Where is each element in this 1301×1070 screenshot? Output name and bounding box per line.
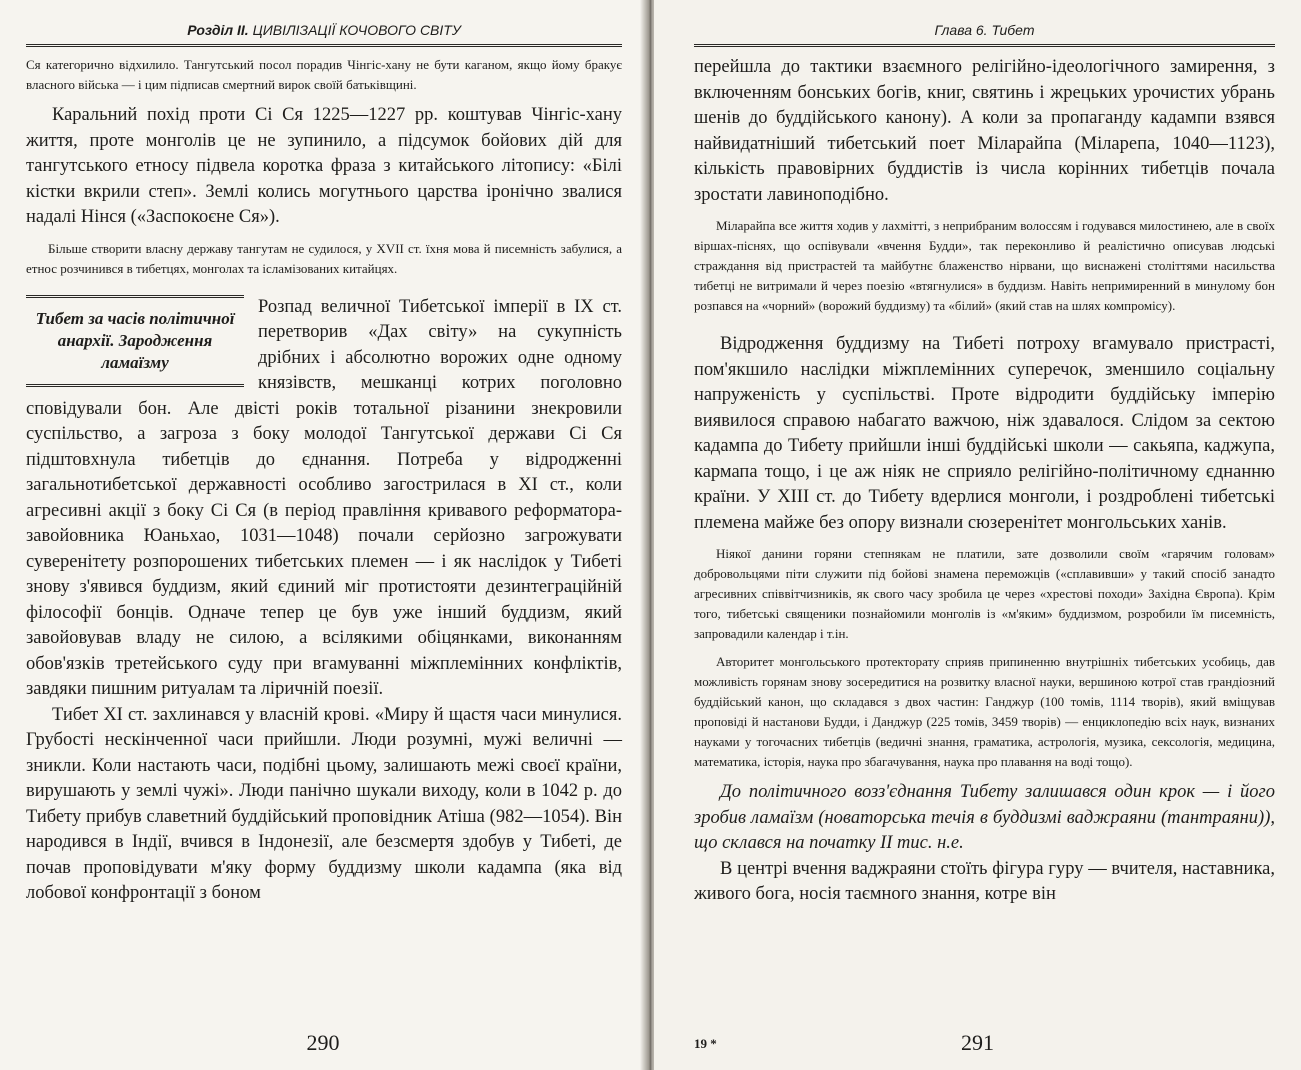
paragraph-small: Більше створити власну державу тангутам не судилося, у XVII ст. їхня мова й писемність забулися, а етнос розчинився в тибетцях, монголах та ісламізованих китайцях. xyxy=(26,240,622,276)
paragraph: Відродження буддизму на Тибеті потроху вгамувало пристрасті, пом'якшило наслідки міжплемінних суперечок, зменшило соціальну напруженість у суспільстві. Проте відродити буддійську імперію виявилося справою набагато важчою, ніж здавалося. Слідом за сектою кадампа до Тибету прийшли інші буддійські школи — сакьяпа, каджупа, кармапа тощо, і це аж ніяк не сприяло релігійно-політичному єднанню країни. У XIII ст. до Тибету вдерлися монголи, і роздроблені тибетські племена майже без опору визнали сюзеренітет монгольських ханів. xyxy=(694,334,1275,533)
page-number: 290 xyxy=(306,1030,340,1055)
running-head-title: ЦИВІЛІЗАЦІЇ КОЧОВОГО СВІТУ xyxy=(252,22,461,38)
section-block xyxy=(26,295,622,703)
paragraph: перейшла до тактики взаємного релігійно-ідеологічного замирення, з включенням бонських богів, книг, святинь і жрецьких урочистих убрань шенів до буддійського канону). А коли за пропаганду кадампи взявся найвидатніший тибетський поет Міларайпа (Міларепа, 1040—1123), кількість правовірних буддистів із числа корінних тибетців почала зростати лавиноподібно. xyxy=(694,57,1275,205)
paragraph-small: Авторитет монгольського протекторату сприяв припиненню внутрішніх тибетських усобиць, дав можливість горянам знову зосередитися на розвитку власної науки, вершиною котрої став грандіозний буддійський канон, що складався з двох частин: Ганджур (100 томів, 1114 творів), який вміщував проповіді й настанови Будди, і Данджур (225 томів, 3459 творів) — енциклопедію всіх наук, визнаних науками у тогочасних тибетців (ведичні знання, граматика, астрологія, музика, сексологія, медицина, математика, історія, наука про збагачування, наука про плавання на воді тощо). xyxy=(694,654,1275,769)
page-number: 291 xyxy=(961,1030,994,1055)
paragraph: Каральний похід проти Сі Ся 1225—1227 рр. коштував Чінгіс-хану життя, проте монголів це не зупинило, а підсумок бойових дій для тангутського етносу підвела коротка фраза з китайського літопису: «Білі кістки вкрили степ». Землі колись могутнього царства іронічно звалися надалі Нінся («Заспокоєне Ся»). xyxy=(26,105,622,227)
running-head-prefix: Розділ ІІ. xyxy=(187,22,249,38)
paragraph-small: Ніякої данини горяни степнякам не платили, зате дозволили своїм «гарячим головам» добровольцями піти служити під бойові знамена переможців («сплавивши» у такий спосіб занадто агресивних співвітчизників, як свого часу зробила це через «хрестові походи» Західна Європа). Крім того, тибетські священики познайомили монголів із «м'яким» буддизмом, розробили їм писемність, запровадили календар і т.ін. xyxy=(694,546,1275,641)
paragraph-small: Ся категорично відхилило. Тангутський посол порадив Чінгіс-хану не бути каганом, якщо йому бракує власного війська — і цим підписав смертний вирок своїй батьківщині. xyxy=(26,57,622,92)
right-page xyxy=(654,0,1301,1070)
left-page xyxy=(0,0,646,1070)
running-head-left xyxy=(26,22,622,47)
paragraph-small: Міларайпа все життя ходив у лахмітті, з неприбраним волоссям і годувався милостинею, але в своїх віршах-піснях, що оспівували «вчення Будди», так переконливо й реалістично описував людські страждання від пристрастей та майбутнє блаженство нірвани, що виснажені століттями насильства тибетці не витримали й через поезію «втягнулися» в буддизм. Навіть непримиренний в минулому бон розпався на «чорний» (ворожий буддизму) та «білий» (який став на шлях компромісу). xyxy=(694,218,1275,313)
paragraph: До політичного возз'єднання Тибету залишався один крок — і його зробив ламаїзм (новаторська течія в буддизмі ваджраяни (тантраяни)), що склався на початку II тис. н.е. xyxy=(694,782,1275,853)
paragraph: В центрі вчення ваджраяни стоїть фігура гуру — вчителя, наставника, живого бога, носія таємного знання, котре він xyxy=(694,858,1275,904)
section-sidebar-heading: Тибет за часів політичної анархії. Зародження ламаїзму xyxy=(26,295,244,387)
paragraph: Тибет XI ст. захлинався у власній крові. «Миру й щастя часи минулися. Грубості нескінченної часи прийшли. Люди розумні, мужі величні — зникли. Коли настають часи, подібні цьому, залишають межі своєї країни, вирушають у землі чужі». Люди панічно шукали виходу, коли в 1042 р. до Тибету прибув славетний буддійський проповідник Атіша (982—1054). Він народився в Індії, вчився в Індонезії, але безсмертя здобув у Тибеті, де почав проповідувати м'яку форму буддизму школи кадампа (яка від лобової конфронтації з боном xyxy=(26,704,622,903)
paragraph: Розпад величної Тибетської імперії в ІХ ст. перетворив «Дах світу» на сукупність дрібних і абсолютно ворожих одне одному князівств, мешканці котрих поголовно сповідували бон. Але двісті років тотальної різанини знекровили суспільство, а загроза з боку молодої Тангутської держави Сі Ся підштовхнула тибетців до єднання. Потреба у відродженні загальнотибетської державності особливо загострилася в XI ст., коли агресивні акції з боку Сі Ся (в період правління кривавого реформатора-завойовника Юаньхао, 1031—1048) почали серйозно загрожувати суверенітету розпорошених тибетських племен — і як наслідок у Тибеті знову з'явився буддизм, який єдиний міг протистояти дезинтеграційній філософії бонців. Одначе тепер це був уже інший буддизм, який завойовував владу не силою, а всілякими обіцянками, виконанням обов'язків третейського суду при вгамуванні міжплемінних конфліктів, завдяки пишним ритуалам та ліричній поезії. xyxy=(26,296,622,699)
running-head-right: Глава 6. Тибет xyxy=(694,22,1275,47)
signature-mark: 19 * xyxy=(694,1036,717,1051)
